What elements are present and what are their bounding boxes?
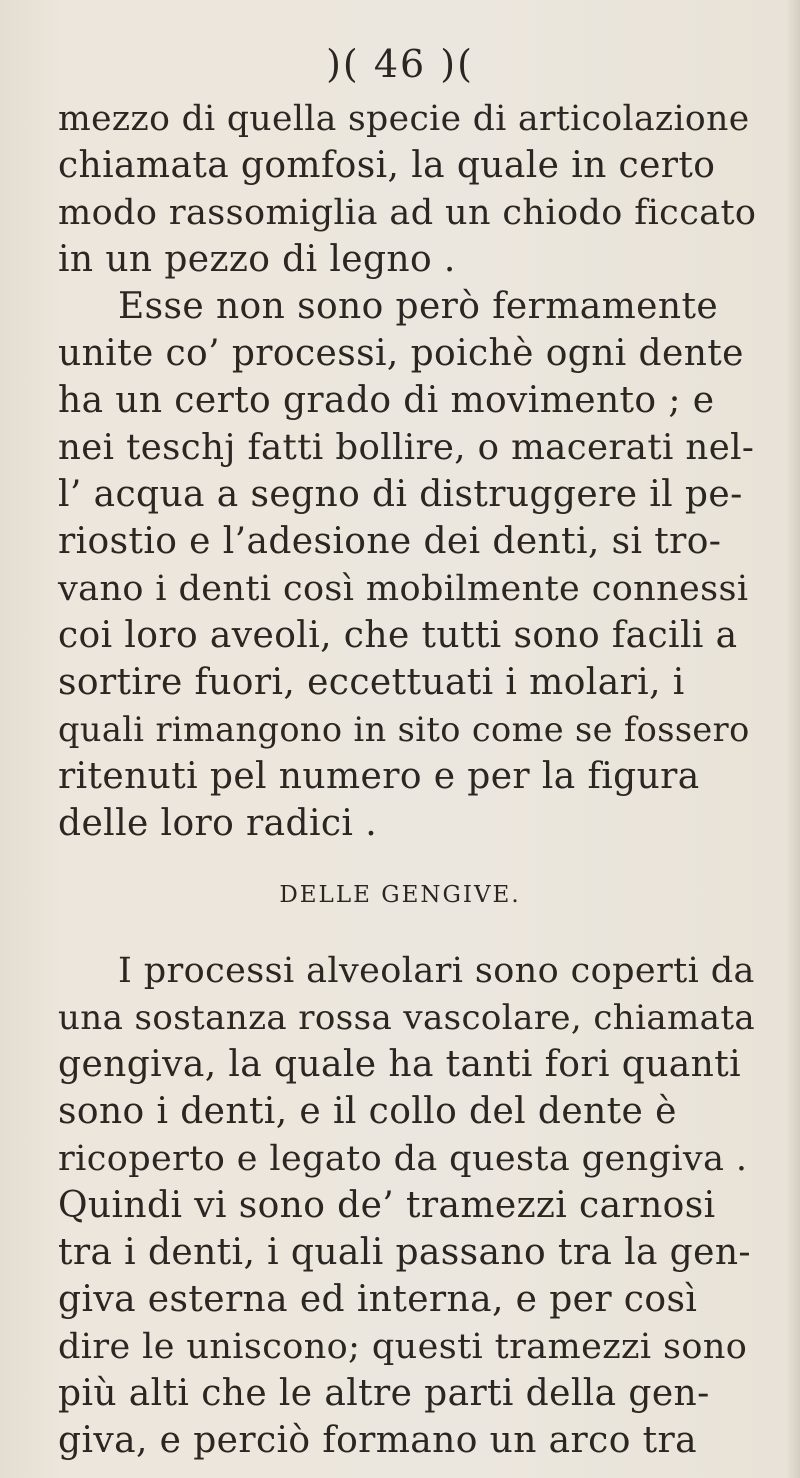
text-line: chiamata gomfosi, la quale in certo <box>58 145 716 186</box>
text-line: tra i denti, i quali passano tra la gen- <box>58 1232 751 1273</box>
text-line: ricoperto e legato da questa gengiva . <box>58 1139 748 1179</box>
text-line: I processi alveolari sono coperti da <box>118 951 755 991</box>
text-line: sortire fuori, eccettuati i molari, i <box>58 662 685 703</box>
text-line: l’ acqua a segno di distruggere il pe- <box>58 474 743 515</box>
text-line: gengiva, la quale ha tanti fori quanti <box>58 1044 742 1085</box>
text-line: più alti che le altre parti della gen- <box>58 1373 710 1414</box>
text-line: ha un certo grado di movimento ; e <box>58 380 715 421</box>
text-line: riostio e l’adesione dei denti, si tro- <box>58 521 722 562</box>
text-line: nei teschj fatti bollire, o macerati nel- <box>58 427 755 468</box>
text-line: una sostanza rossa vascolare, chiamata <box>58 998 756 1038</box>
running-head-page-number: )( 46 )( <box>326 42 474 86</box>
text-line: coi loro aveoli, che tutti sono facili a <box>58 615 738 656</box>
text-line: dire le uniscono; questi tramezzi sono <box>58 1327 748 1367</box>
text-line: Quindi vi sono de’ tramezzi carnosi <box>58 1185 716 1226</box>
text-line: Esse non sono però fermamente <box>118 286 719 327</box>
text-line: mezzo di quella specie di articolazione <box>58 99 750 139</box>
text-line: unite co’ processi, poichè ogni dente <box>58 333 744 374</box>
text-line: quali rimangono in sito come se fossero <box>58 710 750 749</box>
text-line: giva esterna ed interna, e per così <box>58 1279 698 1320</box>
text-line: modo rassomiglia ad un chiodo ficcato <box>58 193 757 233</box>
text-line: sono i denti, e il collo del dente è <box>58 1091 677 1132</box>
text-line: ritenuti pel numero e per la figura <box>58 756 700 797</box>
text-line: delle loro radici . <box>58 803 378 844</box>
text-line: giva, e perciò formano un arco tra <box>58 1420 697 1461</box>
section-heading: DELLE GENGIVE. <box>279 882 521 908</box>
text-line: in un pezzo di legno . <box>58 239 456 280</box>
text-line: vano i denti così mobilmente connessi <box>58 569 749 609</box>
